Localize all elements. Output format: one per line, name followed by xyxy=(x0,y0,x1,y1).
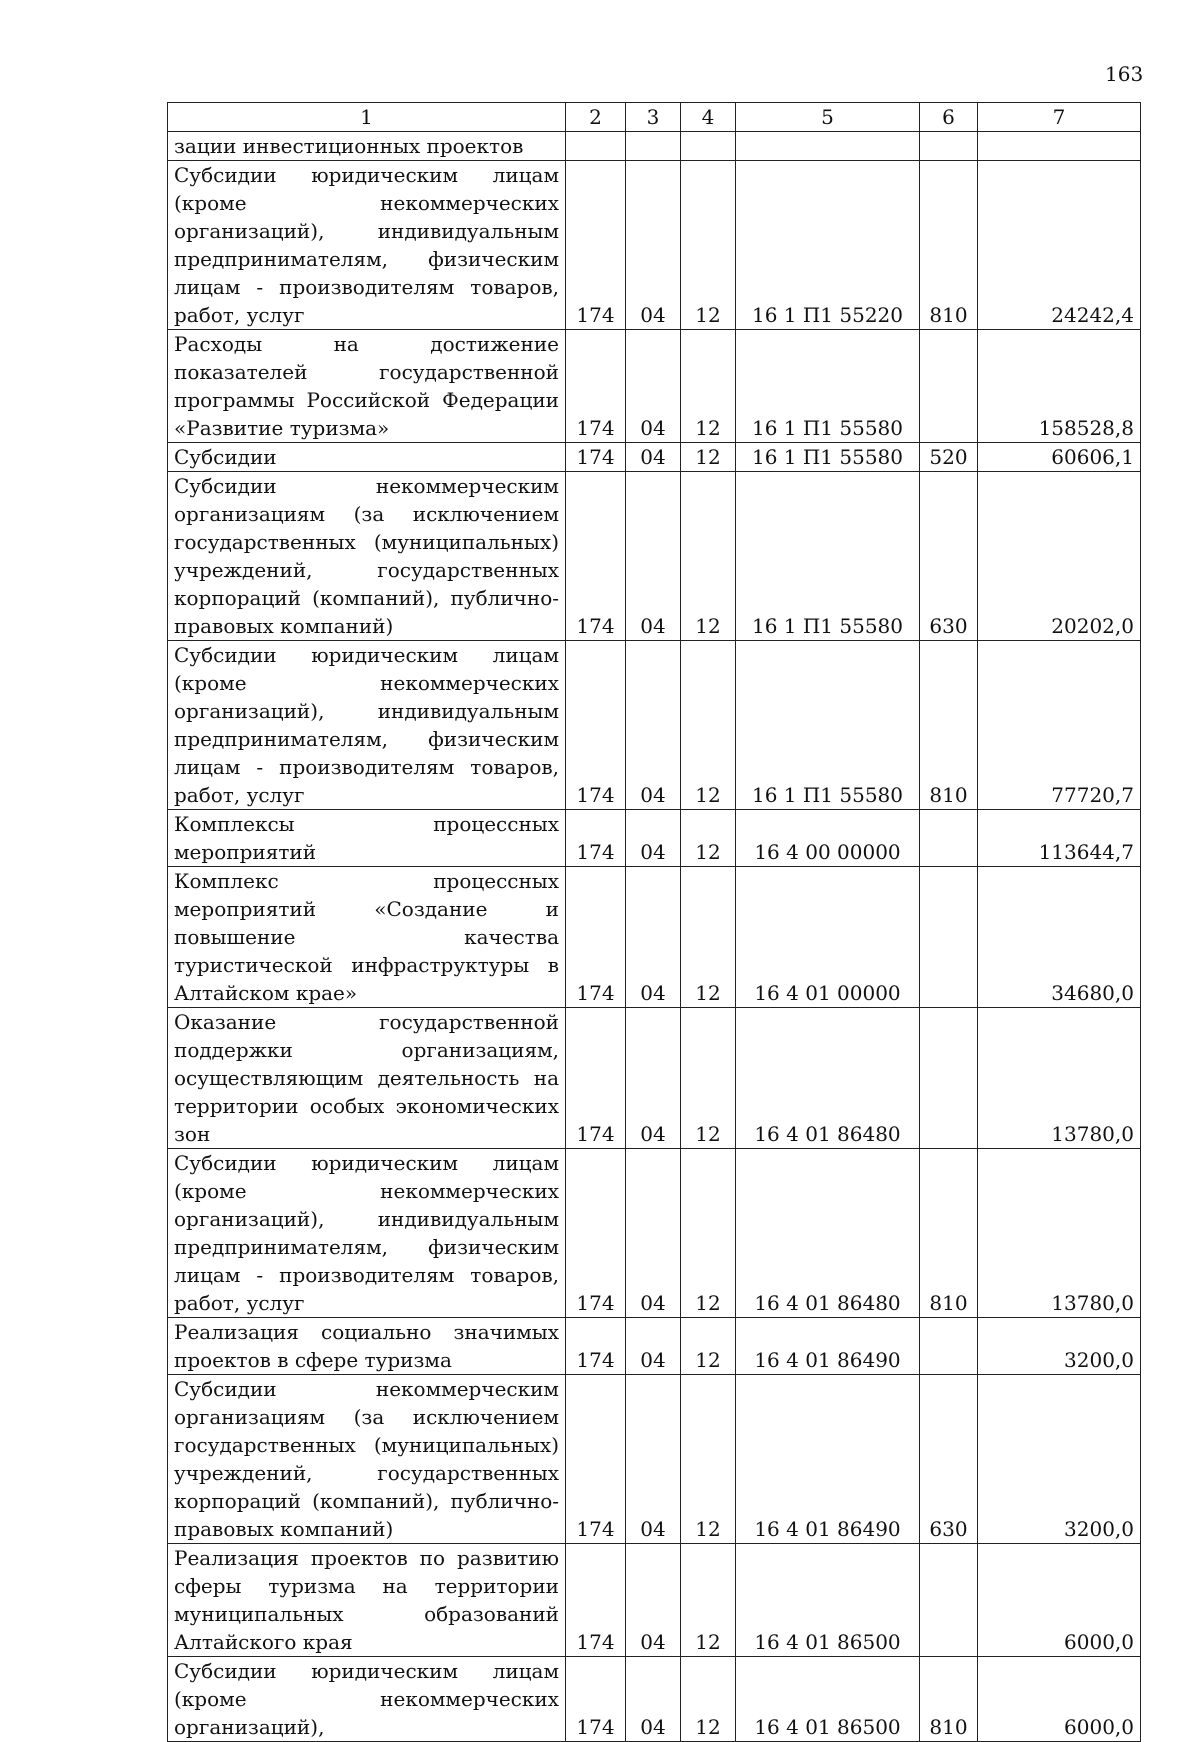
column-header: 2 xyxy=(566,103,626,132)
subsection-code-cell: 12 xyxy=(681,330,736,443)
table-row xyxy=(168,472,1141,641)
section-code-cell: 04 xyxy=(626,1318,681,1375)
expense-type-code-cell xyxy=(920,1008,978,1149)
ministry-code-cell: 174 xyxy=(566,1657,626,1742)
amount-cell: 20202,0 xyxy=(978,472,1141,641)
ministry-code-cell: 174 xyxy=(566,1008,626,1149)
expense-name-cell: Субсидии xyxy=(168,443,566,472)
target-article-code-cell: 16 4 01 86500 xyxy=(736,1657,920,1742)
table-row xyxy=(168,161,1141,330)
header-row xyxy=(168,103,1141,132)
expense-type-code-cell: 630 xyxy=(920,472,978,641)
amount-cell: 6000,0 xyxy=(978,1657,1141,1742)
section-code-cell: 04 xyxy=(626,810,681,867)
expense-type-code-cell: 630 xyxy=(920,1375,978,1544)
amount-cell: 13780,0 xyxy=(978,1149,1141,1318)
subsection-code-cell: 12 xyxy=(681,810,736,867)
table-row xyxy=(168,1657,1141,1742)
expense-type-code-cell xyxy=(920,132,978,161)
amount-cell: 34680,0 xyxy=(978,867,1141,1008)
ministry-code-cell: 174 xyxy=(566,1544,626,1657)
table-row xyxy=(168,330,1141,443)
amount-cell: 158528,8 xyxy=(978,330,1141,443)
table-row xyxy=(168,1149,1141,1318)
ministry-code-cell: 174 xyxy=(566,810,626,867)
ministry-code-cell: 174 xyxy=(566,472,626,641)
section-code-cell: 04 xyxy=(626,1149,681,1318)
target-article-code-cell: 16 1 П1 55580 xyxy=(736,443,920,472)
expense-name-cell: Комплекс процессных мероприятий «Создание и повышение качества туристической инфраструктуры в Алтайском крае» xyxy=(168,867,566,1008)
subsection-code-cell: 12 xyxy=(681,472,736,641)
target-article-code-cell: 16 1 П1 55220 xyxy=(736,161,920,330)
amount-cell: 3200,0 xyxy=(978,1318,1141,1375)
expense-name-cell: Расходы на достижение показателей государственной программы Российской Федерации «Развитие туризма» xyxy=(168,330,566,443)
amount-cell xyxy=(978,132,1141,161)
column-header: 4 xyxy=(681,103,736,132)
subsection-code-cell: 12 xyxy=(681,1318,736,1375)
table-row xyxy=(168,641,1141,810)
expense-type-code-cell xyxy=(920,1318,978,1375)
expense-type-code-cell: 810 xyxy=(920,1149,978,1318)
ministry-code-cell xyxy=(566,132,626,161)
section-code-cell: 04 xyxy=(626,1008,681,1149)
table-row xyxy=(168,810,1141,867)
amount-cell: 24242,4 xyxy=(978,161,1141,330)
expense-type-code-cell xyxy=(920,330,978,443)
section-code-cell: 04 xyxy=(626,1657,681,1742)
column-header: 3 xyxy=(626,103,681,132)
subsection-code-cell: 12 xyxy=(681,1149,736,1318)
table-row xyxy=(168,1544,1141,1657)
section-code-cell xyxy=(626,132,681,161)
section-code-cell: 04 xyxy=(626,1544,681,1657)
expense-type-code-cell xyxy=(920,810,978,867)
target-article-code-cell: 16 4 01 86500 xyxy=(736,1544,920,1657)
expense-name-cell: Субсидии юридическим лицам (кроме некоммерческих организаций), индивидуальным предпринимателям, физическим лицам - производителям товаров, работ, услуг xyxy=(168,641,566,810)
page-number: 163 xyxy=(1105,62,1144,86)
expense-type-code-cell: 520 xyxy=(920,443,978,472)
expense-name-cell: Субсидии некоммерческим организациям (за исключением государственных (муниципальных) учреждений, государственных корпораций (компаний), публично-правовых компаний) xyxy=(168,1375,566,1544)
expense-name-cell: Субсидии юридическим лицам (кроме некоммерческих организаций), индивидуальным предпринимателям, физическим лицам - производителям товаров, работ, услуг xyxy=(168,161,566,330)
column-header: 5 xyxy=(736,103,920,132)
amount-cell: 60606,1 xyxy=(978,443,1141,472)
expense-name-cell: Комплексы процессных мероприятий xyxy=(168,810,566,867)
expense-name-cell: Оказание государственной поддержки организациям, осуществляющим деятельность на территории особых экономических зон xyxy=(168,1008,566,1149)
table-row xyxy=(168,1008,1141,1149)
target-article-code-cell: 16 1 П1 55580 xyxy=(736,641,920,810)
expense-name-cell: Субсидии юридическим лицам (кроме некоммерческих организаций), xyxy=(168,1657,566,1742)
subsection-code-cell: 12 xyxy=(681,1375,736,1544)
column-header: 7 xyxy=(978,103,1141,132)
target-article-code-cell: 16 4 01 86490 xyxy=(736,1375,920,1544)
amount-cell: 77720,7 xyxy=(978,641,1141,810)
expense-name-cell: Субсидии юридическим лицам (кроме некоммерческих организаций), индивидуальным предпринимателям, физическим лицам - производителям товаров, работ, услуг xyxy=(168,1149,566,1318)
subsection-code-cell: 12 xyxy=(681,641,736,810)
target-article-code-cell: 16 4 01 86480 xyxy=(736,1149,920,1318)
section-code-cell: 04 xyxy=(626,330,681,443)
ministry-code-cell: 174 xyxy=(566,1375,626,1544)
section-code-cell: 04 xyxy=(626,161,681,330)
subsection-code-cell: 12 xyxy=(681,1544,736,1657)
expense-type-code-cell xyxy=(920,867,978,1008)
expense-name-cell: зации инвестиционных проектов xyxy=(168,132,566,161)
ministry-code-cell: 174 xyxy=(566,1318,626,1375)
amount-cell: 6000,0 xyxy=(978,1544,1141,1657)
subsection-code-cell: 12 xyxy=(681,1657,736,1742)
target-article-code-cell xyxy=(736,132,920,161)
column-header: 6 xyxy=(920,103,978,132)
target-article-code-cell: 16 1 П1 55580 xyxy=(736,330,920,443)
target-article-code-cell: 16 4 01 00000 xyxy=(736,867,920,1008)
table-row xyxy=(168,443,1141,472)
expense-type-code-cell: 810 xyxy=(920,161,978,330)
subsection-code-cell: 12 xyxy=(681,443,736,472)
amount-cell: 3200,0 xyxy=(978,1375,1141,1544)
table-body xyxy=(168,132,1141,1742)
subsection-code-cell: 12 xyxy=(681,867,736,1008)
expense-name-cell: Реализация проектов по развитию сферы туризма на территории муниципальных образований Алтайского края xyxy=(168,1544,566,1657)
section-code-cell: 04 xyxy=(626,1375,681,1544)
table-row xyxy=(168,1318,1141,1375)
subsection-code-cell xyxy=(681,132,736,161)
target-article-code-cell: 16 4 00 00000 xyxy=(736,810,920,867)
target-article-code-cell: 16 1 П1 55580 xyxy=(736,472,920,641)
ministry-code-cell: 174 xyxy=(566,641,626,810)
section-code-cell: 04 xyxy=(626,641,681,810)
budget-table xyxy=(167,102,1141,1742)
expense-name-cell: Реализация социально значимых проектов в сфере туризма xyxy=(168,1318,566,1375)
section-code-cell: 04 xyxy=(626,472,681,641)
subsection-code-cell: 12 xyxy=(681,161,736,330)
ministry-code-cell: 174 xyxy=(566,161,626,330)
subsection-code-cell: 12 xyxy=(681,1008,736,1149)
ministry-code-cell: 174 xyxy=(566,867,626,1008)
table-row xyxy=(168,867,1141,1008)
target-article-code-cell: 16 4 01 86480 xyxy=(736,1008,920,1149)
expense-type-code-cell: 810 xyxy=(920,1657,978,1742)
ministry-code-cell: 174 xyxy=(566,330,626,443)
ministry-code-cell: 174 xyxy=(566,443,626,472)
ministry-code-cell: 174 xyxy=(566,1149,626,1318)
expense-name-cell: Субсидии некоммерческим организациям (за исключением государственных (муниципальных) учреждений, государственных корпораций (компаний), публично-правовых компаний) xyxy=(168,472,566,641)
target-article-code-cell: 16 4 01 86490 xyxy=(736,1318,920,1375)
amount-cell: 13780,0 xyxy=(978,1008,1141,1149)
column-header: 1 xyxy=(168,103,566,132)
expense-type-code-cell xyxy=(920,1544,978,1657)
section-code-cell: 04 xyxy=(626,443,681,472)
table-row xyxy=(168,132,1141,161)
table-row xyxy=(168,1375,1141,1544)
amount-cell: 113644,7 xyxy=(978,810,1141,867)
section-code-cell: 04 xyxy=(626,867,681,1008)
expense-type-code-cell: 810 xyxy=(920,641,978,810)
